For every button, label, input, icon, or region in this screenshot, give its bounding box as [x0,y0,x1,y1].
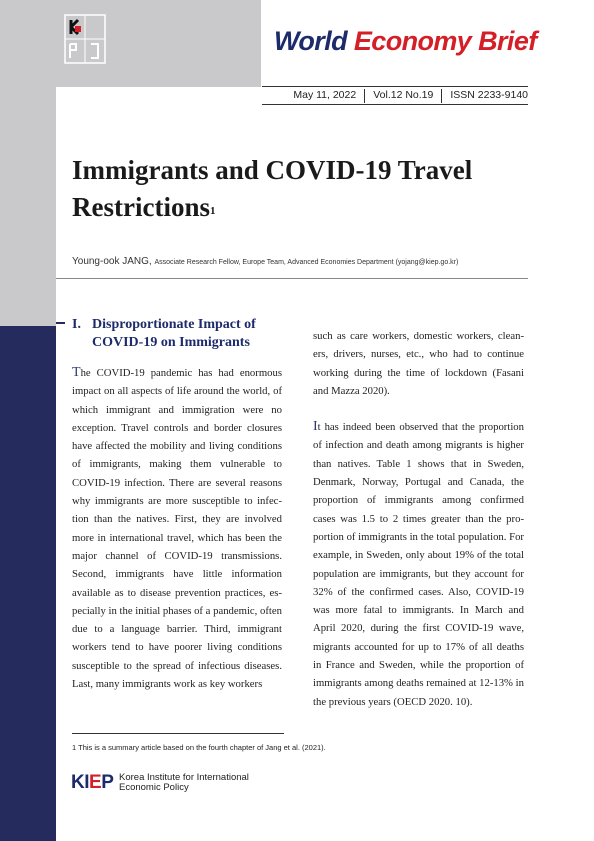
institute-name: Korea Institute for International Economic Policy [119,772,249,793]
paragraph-1-continued: such as care workers, domestic workers, cleaners, drivers, nurses, etc., who had to continue working during the time of lockdown (Fasani and Mazza 2020). [313,330,524,397]
author-name: Young-ook JANG, [72,256,152,267]
section-heading: I. Disproportionate Impact of COVID-19 on Immigrants [72,317,256,350]
issue-issn: ISSN 2233-9140 [441,89,528,103]
footnote-rule [72,733,284,734]
author-affiliation: Associate Research Fellow, Europe Team, Advanced Economies Department (yojang@kiep.go.kr) [154,259,459,266]
sidebar-gray-band [0,0,56,326]
author-rule [56,278,528,279]
paragraph-1: The COVID-19 pandemic has had enormous impact on all aspects of life around the world, of which immigrant and immigration were no exception. Travel controls and border closures have affected the mobility and living conditions of immigrants, making them vulnerable to COVID-19 infection. There are several reasons why immigrants are more susceptible to infection than the natives. First, they are involved more in international travel, which has been the major channel of COVID-19 transmissions. Second, immigrants have little information available as to disease prevention practices, especially in the initial phases of a pandemic, often due to a language barrier. Third, immigrant workers tend to have poorer living conditions susceptible to the spread of infectious diseases. Last, many immigrants work as key workers [72,365,282,691]
author-line [72,256,458,267]
body-column-left [72,364,282,693]
footnote: 1 This is a summary article based on the fourth chapter of Jang et al. (2021). [72,743,326,752]
issue-date: May 11, 2022 [293,89,357,101]
brand-title: World Economy Brief [274,26,537,56]
title-footnote-ref[interactable]: 1 [209,205,216,217]
meta-rule [262,104,528,105]
section-marker [56,322,65,324]
header-rule [262,86,528,87]
paragraph-2: It has indeed been observed that the proportion of infection and death among migrants is higher than natives. Table 1 shows that in Sweden, Denmark, Norway, Portugal and Canada, the proportion of immigrants among confirmed cases was 1.5 to 2 times greater than the proportion of immigrants in the total population. For example, in Sweden, only about 19% of the total population are immigrants, but they account for 32% of the confirmed cases. Also, COVID-19 was more fatal to immigrants. In March and April 2020, during the first COVID-19 wave, migrants accounted for up to 17% of all deaths in France and Sweden, while the proportion of immigrants among deaths remained at 12-13% in the previous years (OECD 2020. 10). [313,419,524,708]
kiep-emblem-icon [64,14,106,64]
kiep-logo: KIEP [71,772,114,793]
sidebar-navy-band [0,326,56,841]
body-column-right [313,327,524,711]
page-title: Immigrants and COVID-19 Travel Restrictions$^1$ [72,155,473,222]
issue-meta [262,89,528,103]
issue-volume: Vol.12 No.19 [364,89,441,103]
